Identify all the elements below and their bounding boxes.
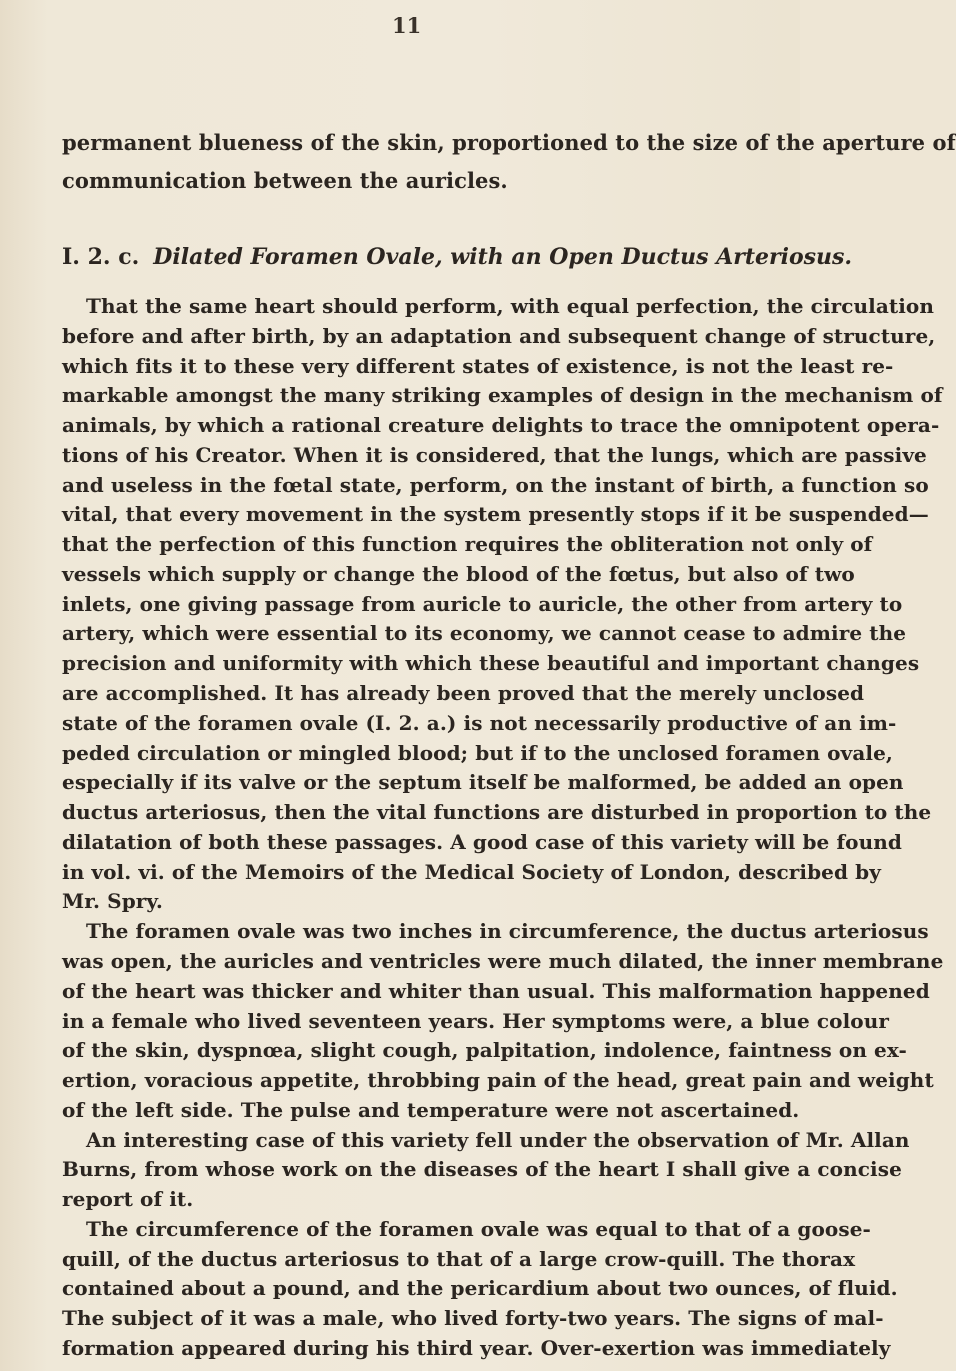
intro-line: communication between the auricles. (62, 168, 508, 193)
paragraph-line: vital, that every movement in the system presently stops if it be suspended— (62, 502, 929, 526)
paragraph-line: An interesting case of this variety fell under the observation of Mr. Allan (86, 1128, 910, 1152)
paragraph-line: precision and uniformity with which these beautiful and important changes (62, 651, 920, 675)
paragraph-line: Burns, from whose work on the diseases of the heart I shall give a concise (62, 1157, 902, 1181)
paragraph-line: of the heart was thicker and whiter than usual. This malformation happened (62, 979, 930, 1003)
paragraph-line: vessels which supply or change the blood of the fœtus, but also of two (62, 562, 855, 586)
paragraph-line: dilatation of both these passages. A good case of this variety will be found (62, 830, 902, 854)
paragraph-line: of the left side. The pulse and temperature were not ascertained. (62, 1098, 800, 1122)
paragraph-line: ertion, voracious appetite, throbbing pain of the head, great pain and weight (62, 1068, 934, 1092)
intro-line: permanent blueness of the skin, proportioned to the size of the aperture of (62, 130, 956, 155)
section-heading (62, 244, 852, 270)
paragraph-line: The foramen ovale was two inches in circumference, the ductus arteriosus (86, 919, 929, 943)
paragraph-line: That the same heart should perform, with equal perfection, the circulation (86, 294, 935, 318)
paragraph-line: inlets, one giving passage from auricle to auricle, the other from artery to (62, 592, 903, 616)
paragraph-line: of the skin, dyspnœa, slight cough, palpitation, indolence, faintness on ex- (62, 1038, 907, 1062)
paragraph-line: and useless in the fœtal state, perform, on the instant of birth, a function so (62, 473, 929, 497)
paragraph-line: contained about a pound, and the pericardium about two ounces, of fluid. (62, 1276, 898, 1300)
paragraph-line: in vol. vi. of the Memoirs of the Medical Society of London, described by (62, 860, 881, 884)
paragraph-line: Mr. Spry. (62, 889, 163, 913)
paragraph-line: markable amongst the many striking examples of design in the mechanism of (62, 383, 943, 407)
paragraph-line: animals, by which a rational creature delights to trace the omnipotent opera- (62, 413, 940, 437)
section-title: Dilated Foramen Ovale, with an Open Ductus Arteriosus. (153, 244, 853, 270)
paragraph-line: especially if its valve or the septum itself be malformed, be added an open (62, 770, 904, 794)
paragraph-line: The circumference of the foramen ovale was equal to that of a goose- (86, 1217, 871, 1241)
paragraph-line: report of it. (62, 1187, 194, 1211)
paragraph-line: ductus arteriosus, then the vital functions are disturbed in proportion to the (62, 800, 932, 824)
paragraph-line: that the perfection of this function requires the obliteration not only of (62, 532, 873, 556)
paragraph-line: peded circulation or mingled blood; but if to the unclosed foramen ovale, (62, 741, 893, 765)
paragraph-line: state of the foramen ovale (I. 2. a.) is not necessarily productive of an im- (62, 711, 897, 735)
paragraph-line: formation appeared during his third year. Over-exertion was immediately (62, 1336, 891, 1360)
paragraph-line: which fits it to these very different states of existence, is not the least re- (62, 354, 894, 378)
paragraph-line: quill, of the ductus arteriosus to that of a large crow-quill. The thorax (62, 1247, 856, 1271)
page-number: 11 (392, 13, 422, 38)
section-label: I. 2. c. (62, 244, 140, 270)
paragraph-line: in a female who lived seventeen years. Her symptoms were, a blue colour (62, 1009, 890, 1033)
paragraph-line: artery, which were essential to its economy, we cannot cease to admire the (62, 621, 907, 645)
paragraph-line: before and after birth, by an adaptation and subsequent change of structure, (62, 324, 936, 348)
paragraph-line: The subject of it was a male, who lived forty-two years. The signs of mal- (62, 1306, 884, 1330)
paragraph-line: was open, the auricles and ventricles were much dilated, the inner membrane (62, 949, 944, 973)
paragraph-line: tions of his Creator. When it is considered, that the lungs, which are passive (62, 443, 927, 467)
paragraph-line: are accomplished. It has already been proved that the merely unclosed (62, 681, 865, 705)
